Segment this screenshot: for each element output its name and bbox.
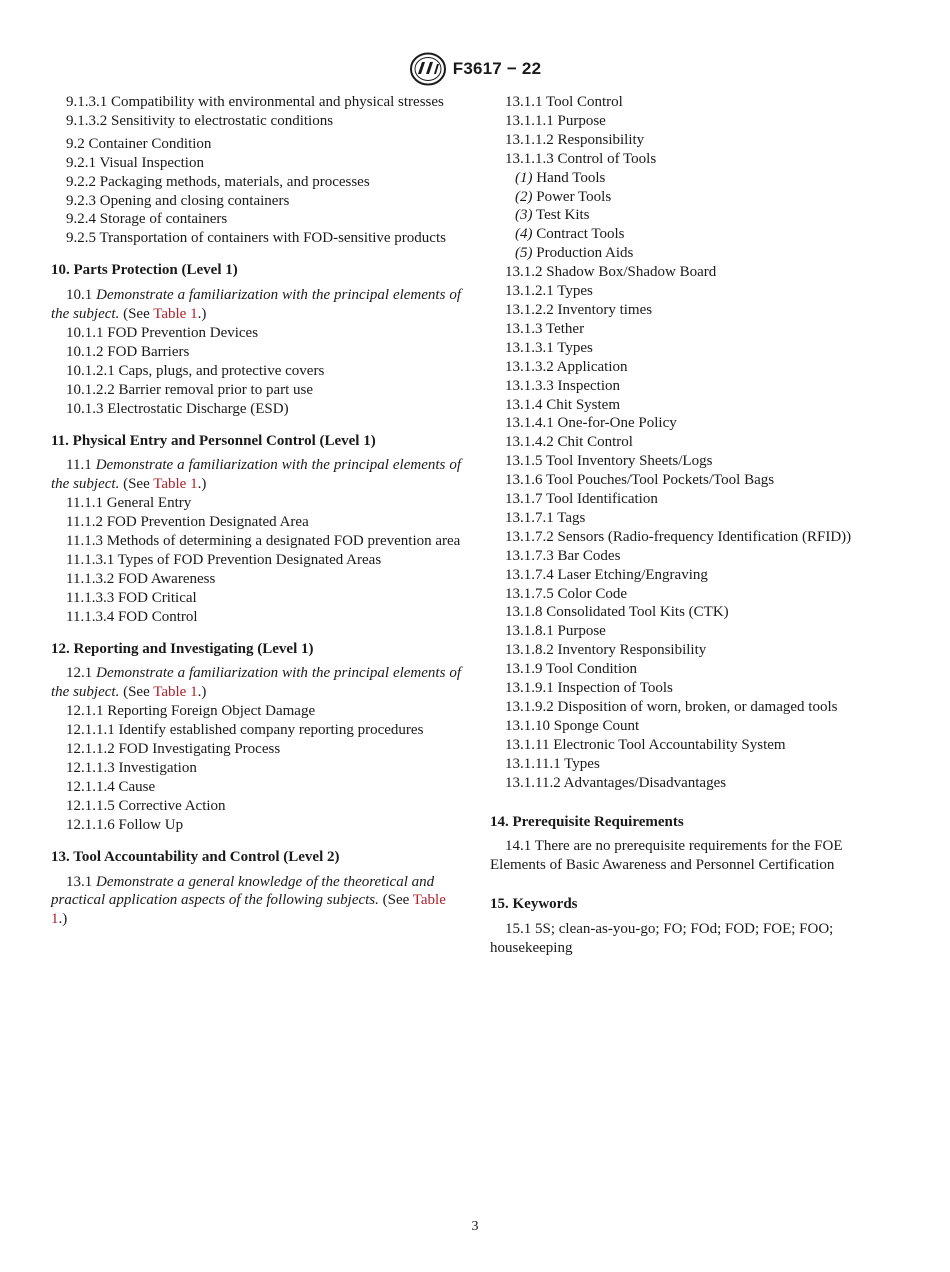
document-designation: F3617 − 22 [452,59,542,78]
list-text: Test Kits [535,207,590,224]
clause-12-1-1-4: 12.1.1.4 Cause [66,778,156,795]
clause-11-1-3: 11.1.3 Methods of determining a designated FOD prevention area [66,533,461,550]
list-text: Production Aids [536,245,634,262]
clause-13-1-1-1: 13.1.1.1 Purpose [505,112,606,129]
clause-11-1-text: Demonstrate a familiarization with the principal elements of the subject. [51,457,462,493]
list-item-hand-tools [490,169,900,188]
table-1-link[interactable]: Table 1 [51,892,446,928]
clause-13-1-text: Demonstrate a general knowledge of the theoretical and practical application aspects of the following subjects. [51,873,435,909]
list-number: (1) [515,169,533,186]
clause-9-2-1: 9.2.1 Visual Inspection [66,154,204,171]
clause-10-1-1: 10.1.1 FOD Prevention Devices [66,324,259,341]
clause-13-1-9-2: 13.1.9.2 Disposition of worn, broken, or damaged tools [505,699,838,715]
clause-13-1-2-2: 13.1.2.2 Inventory times [505,301,653,318]
clause-11-1-3-3: 11.1.3.3 FOD Critical [66,589,197,606]
clause-12-1-1-3: 12.1.1.3 Investigation [66,760,197,776]
see-close: .) [197,306,207,323]
list-number: (2) [515,188,533,205]
page-header [0,52,950,86]
astm-logo-icon [409,52,447,86]
right-column [490,93,900,958]
clause-13-1-2: 13.1.2 Shadow Box/Shadow Board [505,264,717,281]
see-close: .) [58,911,68,928]
table-1-link[interactable]: Table 1 [153,476,198,493]
clause-9-2-3: 9.2.3 Opening and closing containers [66,192,290,209]
clause-13-1-4: 13.1.4 Chit System [505,396,621,413]
clause-13-1-7: 13.1.7 Tool Identification [505,491,658,508]
clause-13-1-8-2: 13.1.8.2 Inventory Responsibility [505,642,707,659]
clause-13-1-7-3: 13.1.7.3 Bar Codes [505,547,621,564]
clause-9-2: 9.2 Container Condition [66,135,212,152]
left-column [51,93,461,929]
clause-13-1-11: 13.1.11 Electronic Tool Accountability System [505,736,786,753]
clause-14-1: 14.1 There are no prerequisite requirements for the FOE Elements of Basic Awareness and Personnel Certification [490,838,843,874]
clause-12-1-1-5: 12.1.1.5 Corrective Action [66,797,226,814]
see-text: (See [382,892,410,909]
list-number: (5) [515,245,533,262]
clause-9-2-4: 9.2.4 Storage of containers [66,211,228,228]
clause-13-1-number: 13.1 [66,873,93,890]
clause-13-1-9-1: 13.1.9.1 Inspection of Tools [505,680,673,697]
list-item-test-kits [490,206,900,225]
section-13-heading: 13. Tool Accountability and Control (Level 2) [51,848,340,865]
clause-10-1-2-2: 10.1.2.2 Barrier removal prior to part use [66,381,314,398]
see-close: .) [197,684,207,701]
clause-12-1-number: 12.1 [66,665,93,682]
clause-13-1-1-2: 13.1.1.2 Responsibility [505,131,645,148]
list-item-power-tools [490,188,900,207]
clause-13-1-11-2: 13.1.11.2 Advantages/Disadvantages [505,774,727,791]
clause-9-1-3-2: 9.1.3.2 Sensitivity to electrostatic conditions [66,112,334,129]
clause-10-1-2-1: 10.1.2.1 Caps, plugs, and protective covers [66,362,325,379]
clause-11-1-number: 11.1 [66,457,92,474]
list-number: (3) [515,207,533,224]
clause-13-1-4-1: 13.1.4.1 One-for-One Policy [505,415,677,432]
clause-13-1-7-4: 13.1.7.4 Laser Etching/Engraving [505,566,708,583]
clause-10-1-text: Demonstrate a familiarization with the principal elements of the subject. [51,287,462,323]
list-text: Hand Tools [536,169,606,186]
clause-11-1-3-4: 11.1.3.4 FOD Control [66,608,198,625]
page-number: 3 [471,1219,479,1234]
clause-13-1-7-5: 13.1.7.5 Color Code [505,585,628,602]
clause-10-1-2: 10.1.2 FOD Barriers [66,343,190,360]
clause-13-1-8-1: 13.1.8.1 Purpose [505,623,606,640]
see-text: (See [123,684,150,701]
table-1-link[interactable]: Table 1 [153,684,198,701]
clause-11-1-3-2: 11.1.3.2 FOD Awareness [66,570,216,587]
section-12-heading: 12. Reporting and Investigating (Level 1) [51,640,314,657]
clause-13-1-3-3: 13.1.3.3 Inspection [505,377,620,394]
list-text: Contract Tools [536,226,625,243]
clause-12-1-1: 12.1.1 Reporting Foreign Object Damage [66,703,316,720]
list-item-contract-tools [490,225,900,244]
list-number: (4) [515,226,533,243]
clause-12-1-1-2: 12.1.1.2 FOD Investigating Process [66,741,281,758]
see-text: (See [123,306,150,323]
clause-15-1: 15.1 5S; clean-as-you-go; FO; FOd; FOD; FOE; FOO; housekeeping [490,921,834,957]
section-10-heading: 10. Parts Protection (Level 1) [51,262,238,279]
clause-9-1-3-1: 9.1.3.1 Compatibility with environmental and physical stresses [66,94,444,110]
clause-12-1 [51,664,461,702]
clause-9-2-2: 9.2.2 Packaging methods, materials, and processes [66,173,370,190]
clause-13-1-7-2: 13.1.7.2 Sensors (Radio-frequency Identification (RFID)) [505,528,852,545]
clause-13-1-7-1: 13.1.7.1 Tags [505,509,586,526]
see-close: .) [197,476,207,493]
clause-13-1-4-2: 13.1.4.2 Chit Control [505,434,633,451]
clause-10-1 [51,286,461,324]
see-text: (See [123,476,150,493]
clause-13-1-5: 13.1.5 Tool Inventory Sheets/Logs [505,453,713,470]
clause-13-1-3: 13.1.3 Tether [505,320,585,337]
table-1-link[interactable]: Table 1 [153,306,198,323]
clause-13-1-1: 13.1.1 Tool Control [505,94,623,110]
clause-13-1-11-1: 13.1.11.1 Types [505,755,600,772]
clause-12-1-text: Demonstrate a familiarization with the principal elements of the subject. [51,665,462,701]
clause-13-1-1-3: 13.1.1.3 Control of Tools [505,150,657,167]
section-11-heading: 11. Physical Entry and Personnel Control (Level 1) [51,432,376,449]
section-14-heading: 14. Prerequisite Requirements [490,813,684,830]
clause-11-1-3-1: 11.1.3.1 Types of FOD Prevention Designated Areas [66,551,382,568]
clause-10-1-number: 10.1 [66,287,93,304]
list-item-production-aids [490,244,900,263]
clause-10-1-3: 10.1.3 Electrostatic Discharge (ESD) [66,400,289,417]
clause-13-1-10: 13.1.10 Sponge Count [505,717,640,734]
clause-11-1-2: 11.1.2 FOD Prevention Designated Area [66,514,309,531]
clause-13-1-9: 13.1.9 Tool Condition [505,661,638,678]
clause-13-1-3-1: 13.1.3.1 Types [505,339,593,356]
clause-13-1-8: 13.1.8 Consolidated Tool Kits (CTK) [505,604,729,621]
clause-13-1-6: 13.1.6 Tool Pouches/Tool Pockets/Tool Bags [505,472,775,489]
clause-13-1-3-2: 13.1.3.2 Application [505,358,628,375]
clause-12-1-1-6: 12.1.1.6 Follow Up [66,816,184,833]
list-text: Power Tools [536,188,612,205]
clause-9-2-5: 9.2.5 Transportation of containers with FOD-sensitive products [66,230,446,247]
clause-11-1 [51,456,461,494]
section-15-heading: 15. Keywords [490,896,578,913]
clause-11-1-1: 11.1.1 General Entry [66,495,192,512]
clause-13-1-2-1: 13.1.2.1 Types [505,283,593,300]
clause-12-1-1-1: 12.1.1.1 Identify established company reporting procedures [66,722,424,739]
clause-13-1 [51,873,461,930]
